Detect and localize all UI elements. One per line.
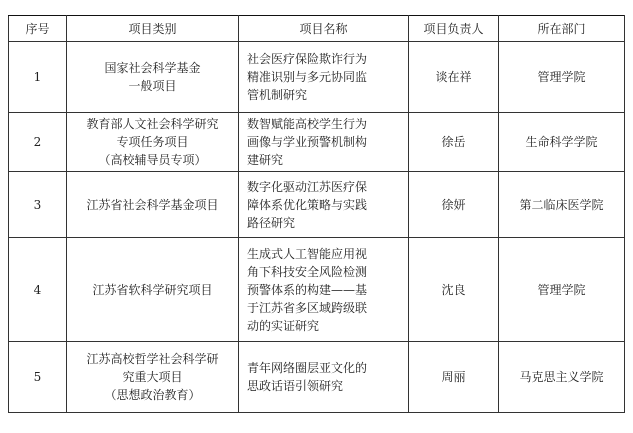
- name-line: 路径研究: [247, 215, 296, 230]
- cell-category: [67, 42, 239, 113]
- cell-project-name: [239, 238, 409, 342]
- name-line: 数字化驱动江苏医疗保: [247, 179, 368, 194]
- cell-dept: 管理学院: [499, 42, 625, 113]
- cell-seq: 3: [9, 172, 67, 238]
- cell-seq: 4: [9, 238, 67, 342]
- header-category: 项目类别: [67, 16, 239, 42]
- table-row: [9, 113, 625, 172]
- cell-dept: 马克思主义学院: [499, 342, 625, 413]
- cell-category: [67, 238, 239, 342]
- name-line: 数智赋能高校学生行为: [247, 117, 368, 131]
- name-line: 思政话语引领研究: [247, 379, 344, 393]
- cell-project-name: [239, 42, 409, 113]
- cell-project-name: [239, 172, 409, 238]
- cell-project-name: [239, 113, 409, 172]
- cell-dept: 生命科学学院: [499, 113, 625, 172]
- name-line: 社会医疗保险欺诈行为: [247, 52, 368, 66]
- header-name: 项目名称: [239, 16, 409, 42]
- category-line: 教育部人文社会科学研究: [86, 117, 219, 131]
- category-line: （思想政治教育）: [104, 388, 201, 402]
- category-line: 国家社会科学基金: [104, 61, 201, 75]
- category-line: 江苏省社会科学基金项目: [86, 197, 219, 212]
- category-line: （高校辅导员专项）: [98, 153, 207, 167]
- header-leader: 项目负责人: [409, 16, 499, 42]
- name-line: 生成式人工智能应用视: [247, 246, 368, 261]
- name-line: 管机制研究: [247, 88, 308, 102]
- cell-category: [67, 113, 239, 172]
- name-line: 青年网络圈层亚文化的: [247, 361, 368, 375]
- cell-category: [67, 172, 239, 238]
- name-line: 预警体系的构建——基: [247, 282, 368, 297]
- cell-dept: 第二临床医学院: [499, 172, 625, 238]
- cell-leader: 徐妍: [409, 172, 499, 238]
- category-line: 究重大项目: [122, 370, 183, 384]
- name-line: 建研究: [247, 153, 284, 167]
- projects-table: [8, 15, 625, 413]
- category-line: 专项任务项目: [116, 135, 189, 149]
- cell-leader: 沈良: [409, 238, 499, 342]
- table-row: [9, 172, 625, 238]
- cell-seq: 5: [9, 342, 67, 413]
- category-line: 一般项目: [128, 79, 177, 93]
- category-line: 江苏省软科学研究项目: [92, 282, 213, 297]
- table-header: [9, 16, 625, 42]
- header-dept: 所在部门: [499, 16, 625, 42]
- header-seq: 序号: [9, 16, 67, 42]
- cell-dept: 管理学院: [499, 238, 625, 342]
- cell-leader: 徐岳: [409, 113, 499, 172]
- cell-seq: 2: [9, 113, 67, 172]
- category-line: 江苏高校哲学社会科学研: [86, 352, 219, 366]
- table-row: [9, 342, 625, 413]
- name-line: 角下科技安全风险检测: [247, 264, 368, 279]
- cell-leader: 谈在祥: [409, 42, 499, 113]
- name-line: 画像与学业预警机制构: [247, 135, 368, 149]
- cell-category: [67, 342, 239, 413]
- name-line: 动的实证研究: [247, 318, 320, 333]
- cell-project-name: [239, 342, 409, 413]
- table-row: [9, 42, 625, 113]
- name-line: 于江苏省多区域跨级联: [247, 300, 368, 315]
- table-row: [9, 238, 625, 342]
- name-line: 障体系优化策略与实践: [247, 197, 368, 212]
- name-line: 精准识别与多元协同监: [247, 70, 368, 84]
- cell-seq: 1: [9, 42, 67, 113]
- cell-leader: 周丽: [409, 342, 499, 413]
